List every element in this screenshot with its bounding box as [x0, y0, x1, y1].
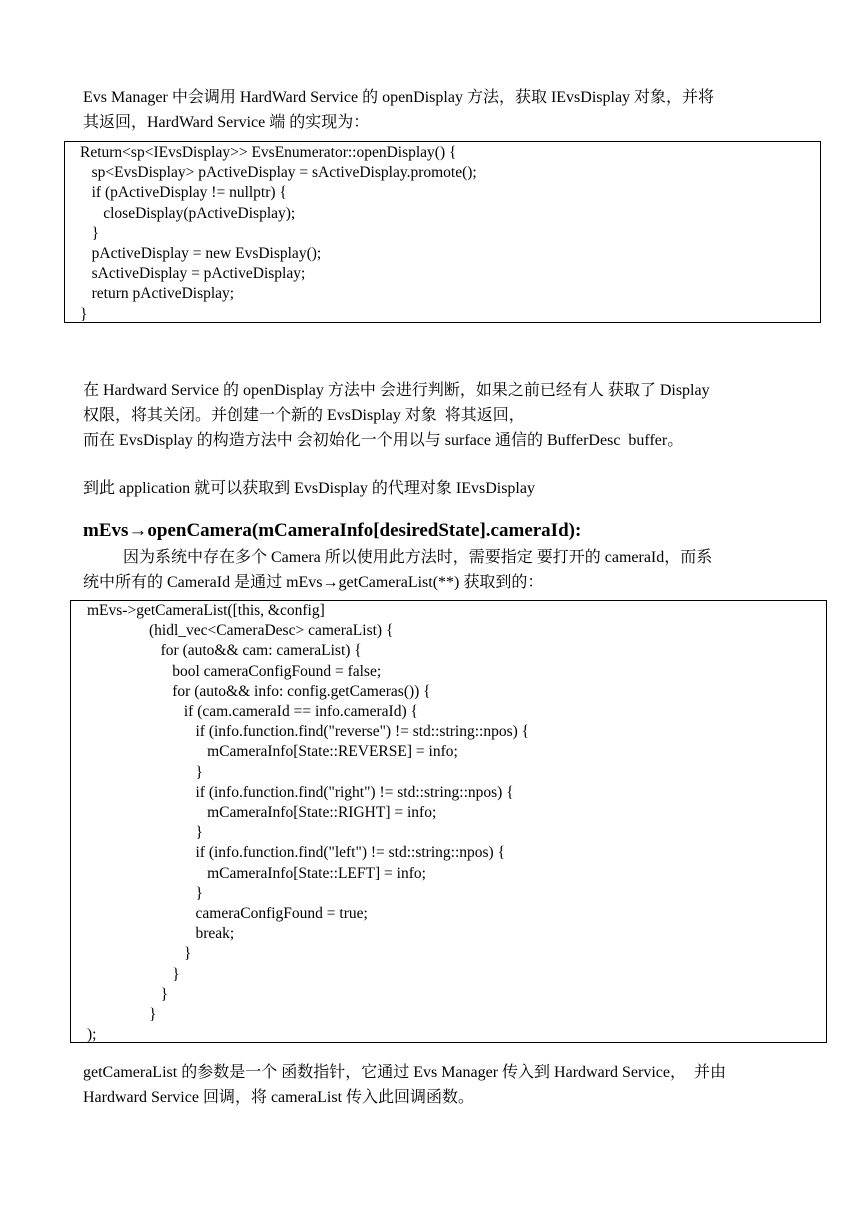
code-line: if (cam.cameraId == info.cameraId) {: [87, 703, 418, 721]
text-line: 到此 application 就可以获取到 EvsDisplay 的代理对象 IEvsDisplay: [83, 480, 535, 497]
code-line: sp<EvsDisplay> pActiveDisplay = sActiveDisplay.promote();: [80, 164, 477, 182]
code-line: if (pActiveDisplay != nullptr) {: [80, 184, 287, 202]
code-line: mCameraInfo[State::REVERSE] = info;: [87, 743, 458, 761]
paragraph-intro: [83, 85, 783, 135]
code-block-open-display: [64, 141, 821, 323]
code-line: );: [87, 1026, 97, 1044]
code-line: }: [87, 884, 203, 902]
code-line: cameraConfigFound = true;: [87, 905, 368, 923]
text-line: 在 Hardward Service 的 openDisplay 方法中 会进行判断，如果之前已经有人 获取了 Display: [83, 382, 710, 399]
code-line: }: [80, 224, 100, 242]
code-line: if (info.function.find("right") != std::string::npos) {: [87, 783, 514, 801]
code-line: Return<sp<IEvsDisplay>> EvsEnumerator::openDisplay() {: [80, 144, 457, 161]
code-line: }: [87, 824, 203, 842]
code-line: mCameraInfo[State::RIGHT] = info;: [87, 804, 437, 822]
section-heading: mEvs→openCamera(mCameraInfo[desiredState].cameraId):: [83, 520, 582, 541]
text-line: Hardward Service 回调，将 cameraList 传入此回调函数。: [83, 1089, 475, 1106]
code-line: pActiveDisplay = new EvsDisplay();: [80, 245, 322, 263]
code-line: closeDisplay(pActiveDisplay);: [80, 204, 296, 222]
text-line: 而在 EvsDisplay 的构造方法中 会初始化一个用以与 surface 通信的 BufferDesc buffer。: [83, 432, 684, 449]
text-line: getCameraList 的参数是一个 函数指针，它通过 Evs Manager 传入到 Hardward Service， 并由: [83, 1064, 726, 1081]
text-line: 权限，将其关闭。并创建一个新的 EvsDisplay 对象 将其返回，: [83, 407, 525, 424]
code-line: }: [87, 945, 192, 963]
paragraph-callback-explanation: [83, 1060, 783, 1110]
code-line: (hidl_vec<CameraDesc> cameraList) {: [87, 622, 394, 640]
code-line: if (info.function.find("reverse") != std::string::npos) {: [87, 723, 530, 741]
code-block-get-camera-list: [70, 600, 827, 1043]
text-line: Evs Manager 中会调用 HardWard Service 的 openDisplay 方法，获取 IEvsDisplay 对象，并将: [83, 89, 715, 106]
code-line: mCameraInfo[State::LEFT] = info;: [87, 864, 426, 882]
code-line: break;: [87, 925, 235, 943]
text-line: 其返回，HardWard Service 端 的实现为：: [83, 114, 370, 131]
code-line: return pActiveDisplay;: [80, 285, 235, 303]
code-line: mEvs->getCameraList([this, &config]: [87, 602, 325, 619]
code-line: for (auto&& info: config.getCameras()) {: [87, 682, 431, 700]
code-line: }: [87, 985, 169, 1003]
code-line: }: [87, 1006, 157, 1024]
text-line: 因为系统中存在多个 Camera 所以使用此方法时，需要指定 要打开的 cameraId，而系: [83, 549, 713, 566]
code-line: }: [87, 965, 180, 983]
text-line: 统中所有的 CameraId 是通过 mEvs→getCameraList(**) 获取到的：: [83, 574, 544, 591]
code-line: }: [80, 305, 88, 323]
paragraph-camera-id: [83, 545, 783, 595]
code-line: for (auto&& cam: cameraList) {: [87, 642, 362, 660]
code-line: bool cameraConfigFound = false;: [87, 662, 382, 680]
paragraph-open-display-explanation: [83, 378, 783, 453]
code-line: if (info.function.find("left") != std::string::npos) {: [87, 844, 506, 862]
code-line: }: [87, 763, 203, 781]
code-line: sActiveDisplay = pActiveDisplay;: [80, 265, 306, 283]
paragraph-proxy-object: [83, 476, 783, 501]
